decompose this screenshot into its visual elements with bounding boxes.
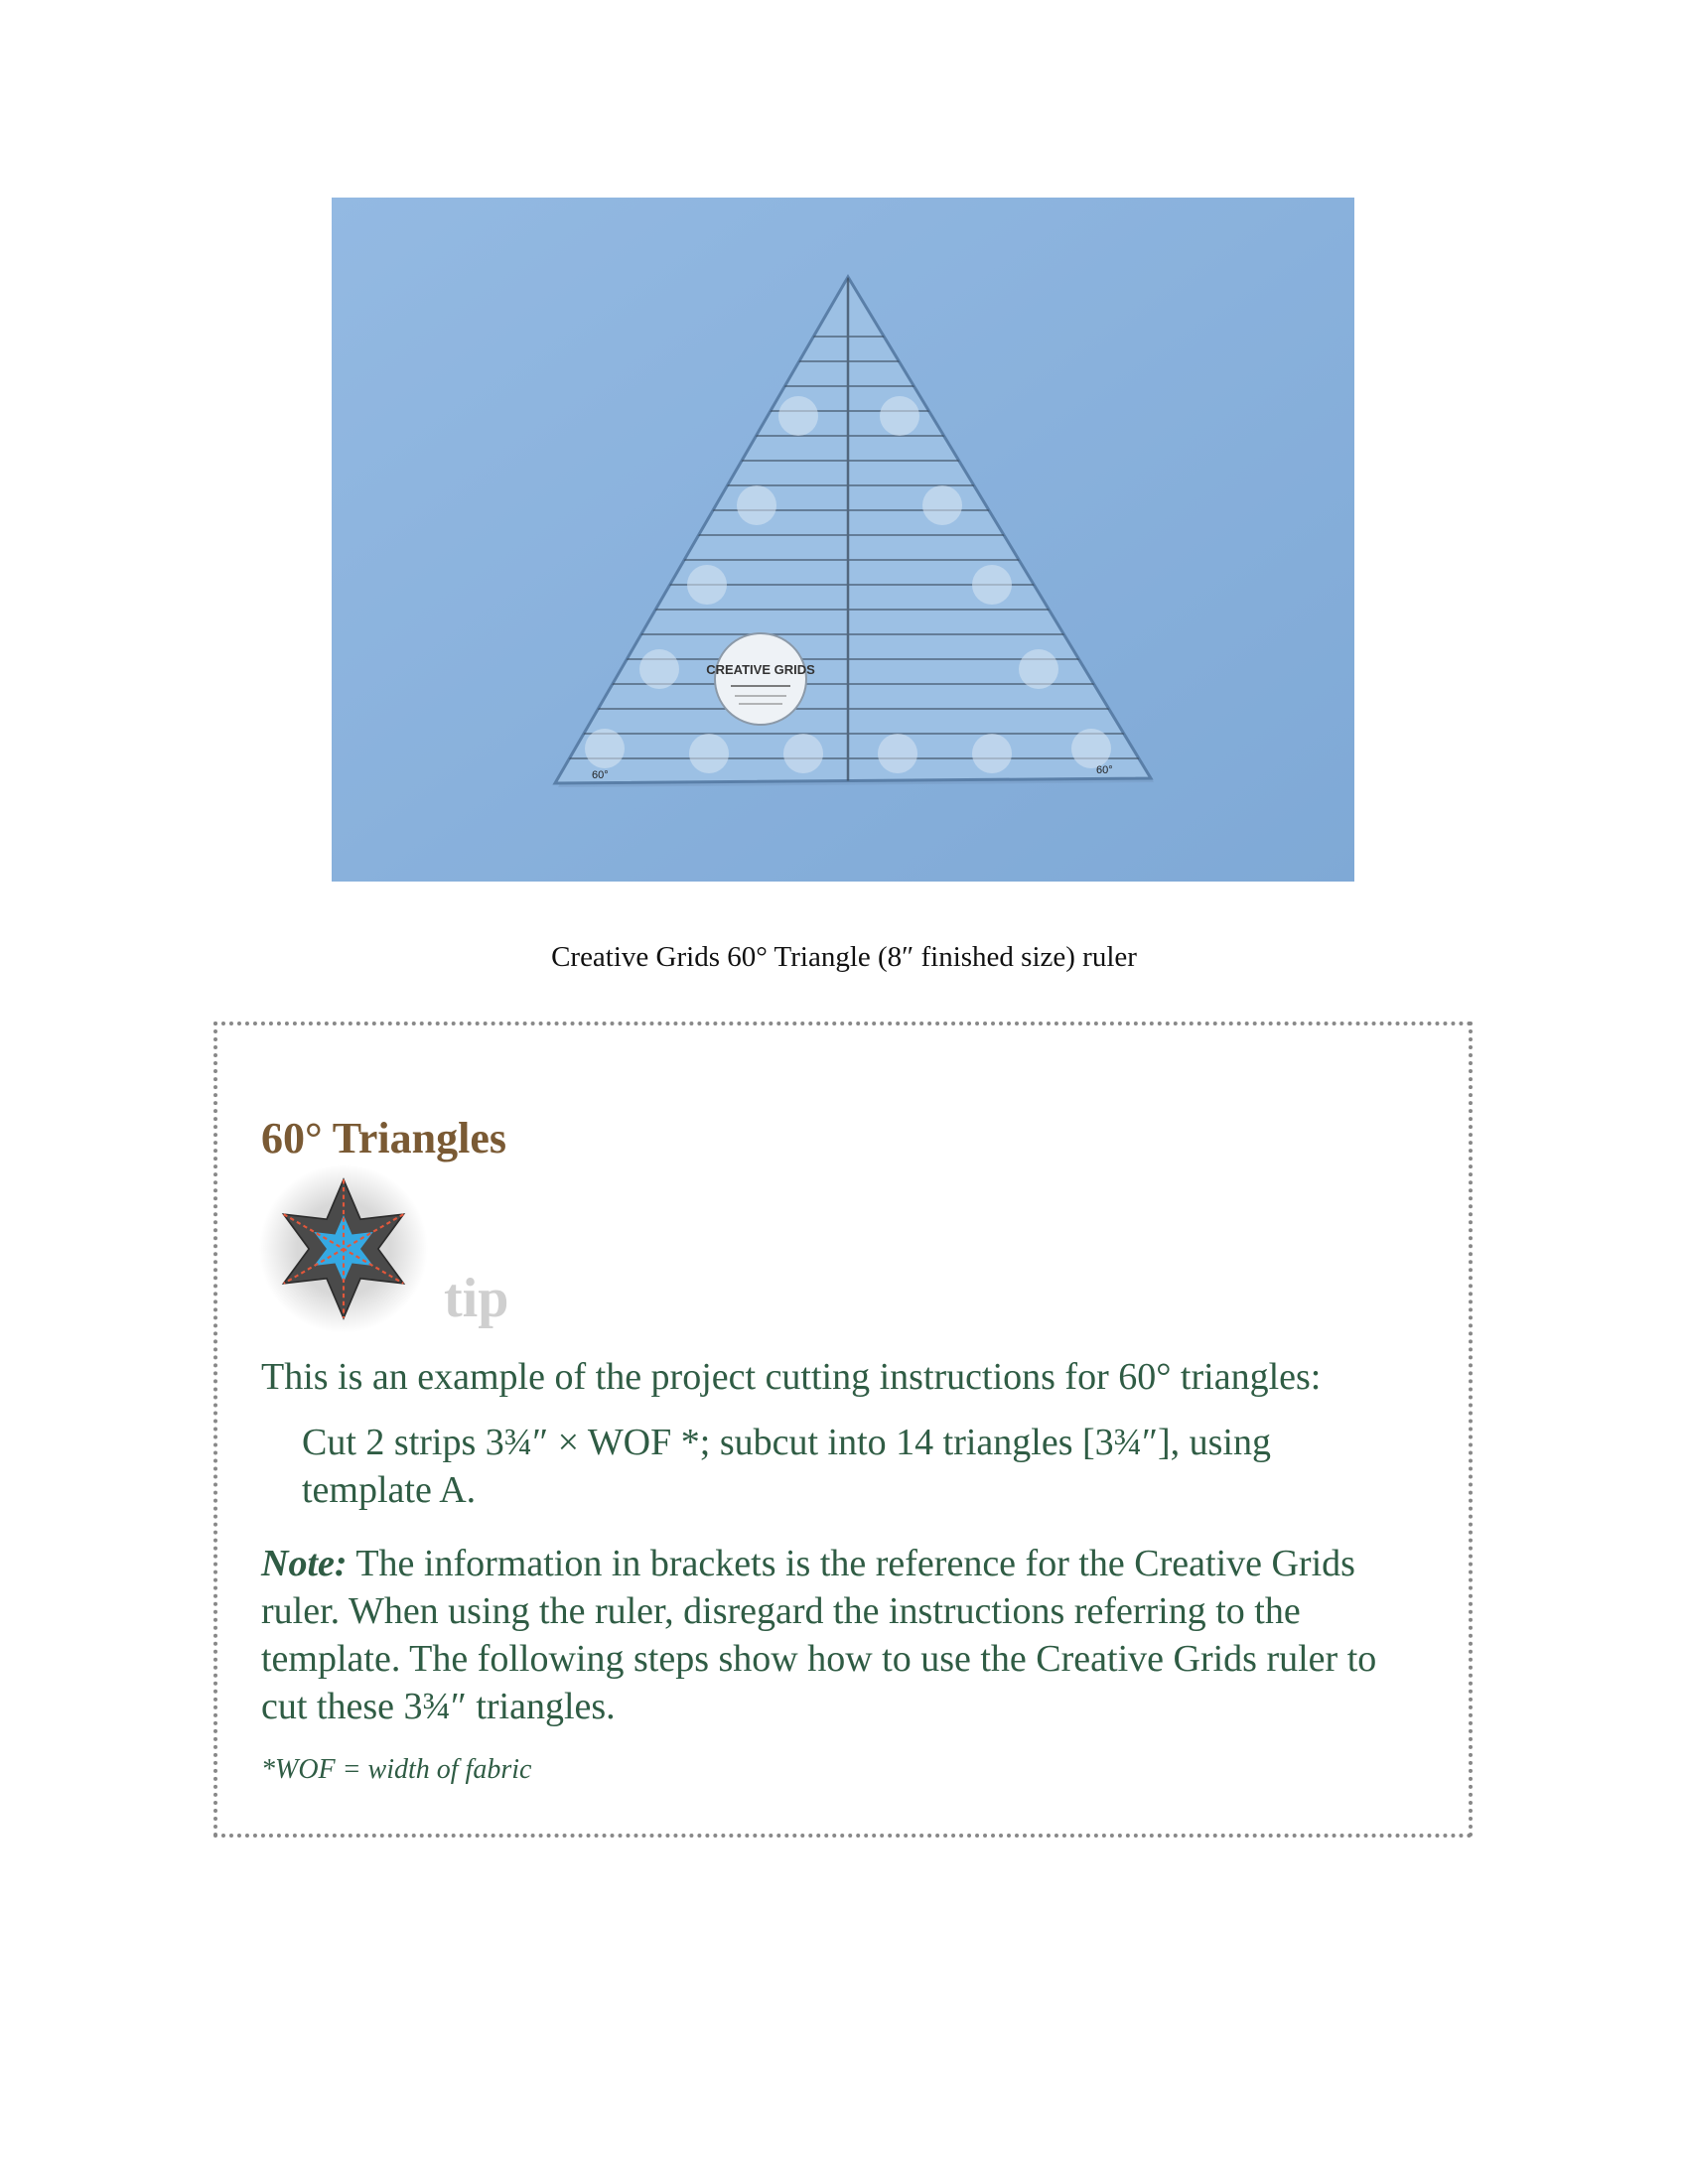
figure-caption: Creative Grids 60° Triangle (8″ finished size) ruler <box>551 941 1137 973</box>
tip-label: tip <box>444 1268 509 1329</box>
ruler-photo <box>332 198 1354 882</box>
note-label: Note: <box>261 1543 348 1584</box>
note-text: The information in brackets is the reference for the Creative Grids ruler. When using the ruler, disregard the instructions referring to the template. The following steps show how to use the Creative Grids ruler to cut these 3¾″ triangles. <box>261 1543 1377 1727</box>
tip-heading: 60° Triangles <box>261 1114 506 1162</box>
hexagram-star-icon <box>259 1164 428 1333</box>
intro-paragraph: This is an example of the project cutting instructions for 60° triangles: <box>261 1356 1322 1398</box>
footnote: *WOF = width of fabric <box>261 1754 532 1785</box>
tip-box <box>213 1022 1473 1838</box>
note-paragraph <box>261 1540 1413 1730</box>
svg-text:CREATIVE GRIDS: CREATIVE GRIDS <box>706 662 815 677</box>
cutting-instruction: Cut 2 strips 3¾″ × WOF *; subcut into 14 triangles [3¾″], using template A. <box>302 1422 1271 1511</box>
svg-text:60°: 60° <box>1096 764 1113 776</box>
svg-text:60°: 60° <box>592 769 609 781</box>
